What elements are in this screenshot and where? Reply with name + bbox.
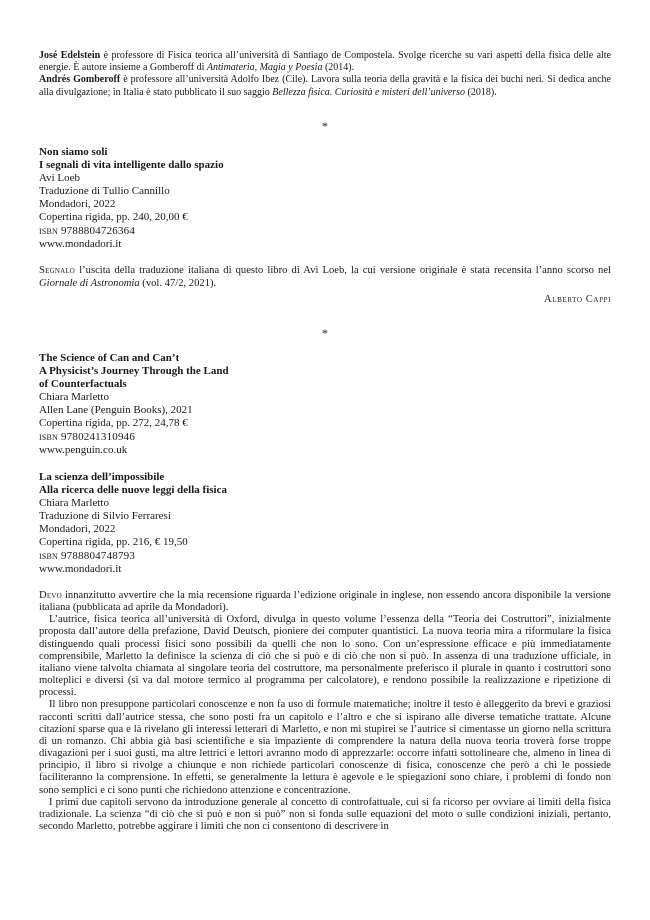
book-format: Copertina rigida, pp. 216, € 19,50 <box>39 536 188 549</box>
bio-gomberoff: Andrés Gomberoff è professore all’università Adolfo Ibez (Cile). Lavora sulla teoria della gravità e la fisica dei buchi neri. Si dedica anche alla divulgazione; in Italia è stato pubblicato il suo saggio Bellezza fisica. Curiosità e misteri dell’universo (2018). <box>39 74 611 98</box>
book-title: The Science of Can and Can’t <box>39 352 180 364</box>
note-signature: Alberto Cappi <box>543 294 611 305</box>
book-subtitle: A Physicist’s Journey Through the Land <box>39 365 229 378</box>
authors-bio <box>39 50 611 99</box>
book-entry-scienza-impossibile <box>39 471 611 576</box>
book-format: Copertina rigida, pp. 240, 20,00 € <box>39 211 188 224</box>
book-subtitle-cont: of Counterfactuals <box>39 378 127 391</box>
book-publisher: Mondadori, 2022 <box>39 198 116 211</box>
book-translator: Traduzione di Silvio Ferraresi <box>39 510 171 523</box>
section-separator: * <box>322 119 328 133</box>
book-url: www.mondadori.it <box>39 562 122 575</box>
book-author: Avi Loeb <box>39 172 81 185</box>
book-subtitle: I segnali di vita intelligente dallo spazio <box>39 159 224 172</box>
book-url: www.penguin.co.uk <box>39 443 128 456</box>
bio-gomberoff-name: Andrés Gomberoff <box>39 74 121 86</box>
book-entry-science-of-can <box>39 352 611 457</box>
book-entry-non-siamo-soli <box>39 146 611 251</box>
book-author: Chiara Marletto <box>39 497 109 510</box>
review-paragraph: L’autrice, fisica teorica all’università di Oxford, divulga in questo volume l’essenza della “Teoria dei Costruttori”, inizialmente proposta dall’autore della prefazione, David Deutsch, pioniere dei computer quantistici. La nuova teoria mira a riformulare la fisica distinguendo quali processi fisici sono possibili da quelli che non lo sono. Con un’espressione efficace e più immediatamente comprensibile, Marletto la definisce la scienza di ciò che si può e di ciò che non si può. In assenza di una traduzione ufficiale, in italiano viene talvolta chiamata al singolare teoria del costruttore, ma personalmente preferisco il plurale in quanto i costruttori sono molteplici e diversi (si va dal motore termico al programma per calcolatore), e rendono possibile la realizzazione e ripetizione di processi. <box>39 614 611 699</box>
review-body <box>39 590 611 833</box>
section-separator: * <box>322 326 328 340</box>
book-isbn: isbn 9780241310946 <box>39 430 136 443</box>
book-translator: Traduzione di Tullio Cannillo <box>39 185 170 198</box>
bio-edelstein: José Edelstein è professore di Fisica teorica all’università di Santiago de Compostela. Svolge ricerche su vari aspetti della fisica delle alte energie. È autore insieme a Gomberoff di Antimateria, Magia y Poesia (2014). <box>39 50 612 74</box>
book-publisher: Allen Lane (Penguin Books), 2021 <box>39 404 193 417</box>
bio-edelstein-name: José Edelstein <box>39 50 101 61</box>
short-note <box>39 264 611 306</box>
book-publisher: Mondadori, 2022 <box>39 523 116 536</box>
review-paragraph: Devo innanzitutto avvertire che la mia recensione riguarda l’edizione originale in inglese, non essendo ancora disponibile la versione italiana (pubblicata ad aprile da Mondadori). <box>39 590 611 614</box>
book-title: Non siamo soli <box>39 146 108 158</box>
review-paragraph: I primi due capitoli servono da introduzione generale al concetto di controfattuale, cui si fa ricorso per ovviare ai limiti della fisica tradizionale. La scienza “di ciò che si può e non si può” non si fonda sulle equazioni del moto o sulle condizioni iniziali, pertanto, secondo Marletto, potrebbe aggirare i limiti che non ci consentono di descrivere in <box>39 796 611 832</box>
book-subtitle: Alla ricerca delle nuove leggi della fisica <box>39 484 227 497</box>
book-url: www.mondadori.it <box>39 237 122 250</box>
note-text: Segnalo l’uscita della traduzione italiana di questo libro di Avi Loeb, la cui versione originale è stata recensita l’anno scorso nel Giornale di Astronomia (vol. 47/2, 2021). <box>39 265 611 289</box>
book-title: La scienza dell’impossibile <box>39 471 165 483</box>
book-isbn: isbn 9788804726364 <box>39 224 136 237</box>
book-author: Chiara Marletto <box>39 391 109 404</box>
book-isbn: isbn 9788804748793 <box>39 549 136 562</box>
book-format: Copertina rigida, pp. 272, 24,78 € <box>39 417 188 430</box>
review-paragraph: Il libro non presuppone particolari conoscenze e non fa uso di formule matematiche; inoltre il testo è alleggerito da brevi e graziosi racconti scritti dall’autrice stessa, che sono posti fra un capitolo e l’altro e che si ispirano alle diverse tematiche trattate. Alcune citazioni sparse qua e là rivelano gli interessi letterari di Marletto, e non mi stupirei se l’autrice si cimentasse un giorno nella scrittura di un romanzo. Chi abbia già basi scientifiche e sia impaziente di comprendere la natura della nuova teoria troverà forse troppe divagazioni per i suoi gusti, ma altre lettrici e lettori avranno modo di apprezzarle: occorre infatti sottolineare che, almeno in linea di principio, il libro si rivolge a chiunque e non richiede particolari conoscenze di fisica, conoscenze che però a chi le possiede faciliteranno la comprensione. In effetti, se generalmente la lettura è agevole e le spiegazioni sono chiare, i problemi di fondo non sono semplici e ci sono punti che richiedono attenzione e concentrazione. <box>39 699 611 796</box>
